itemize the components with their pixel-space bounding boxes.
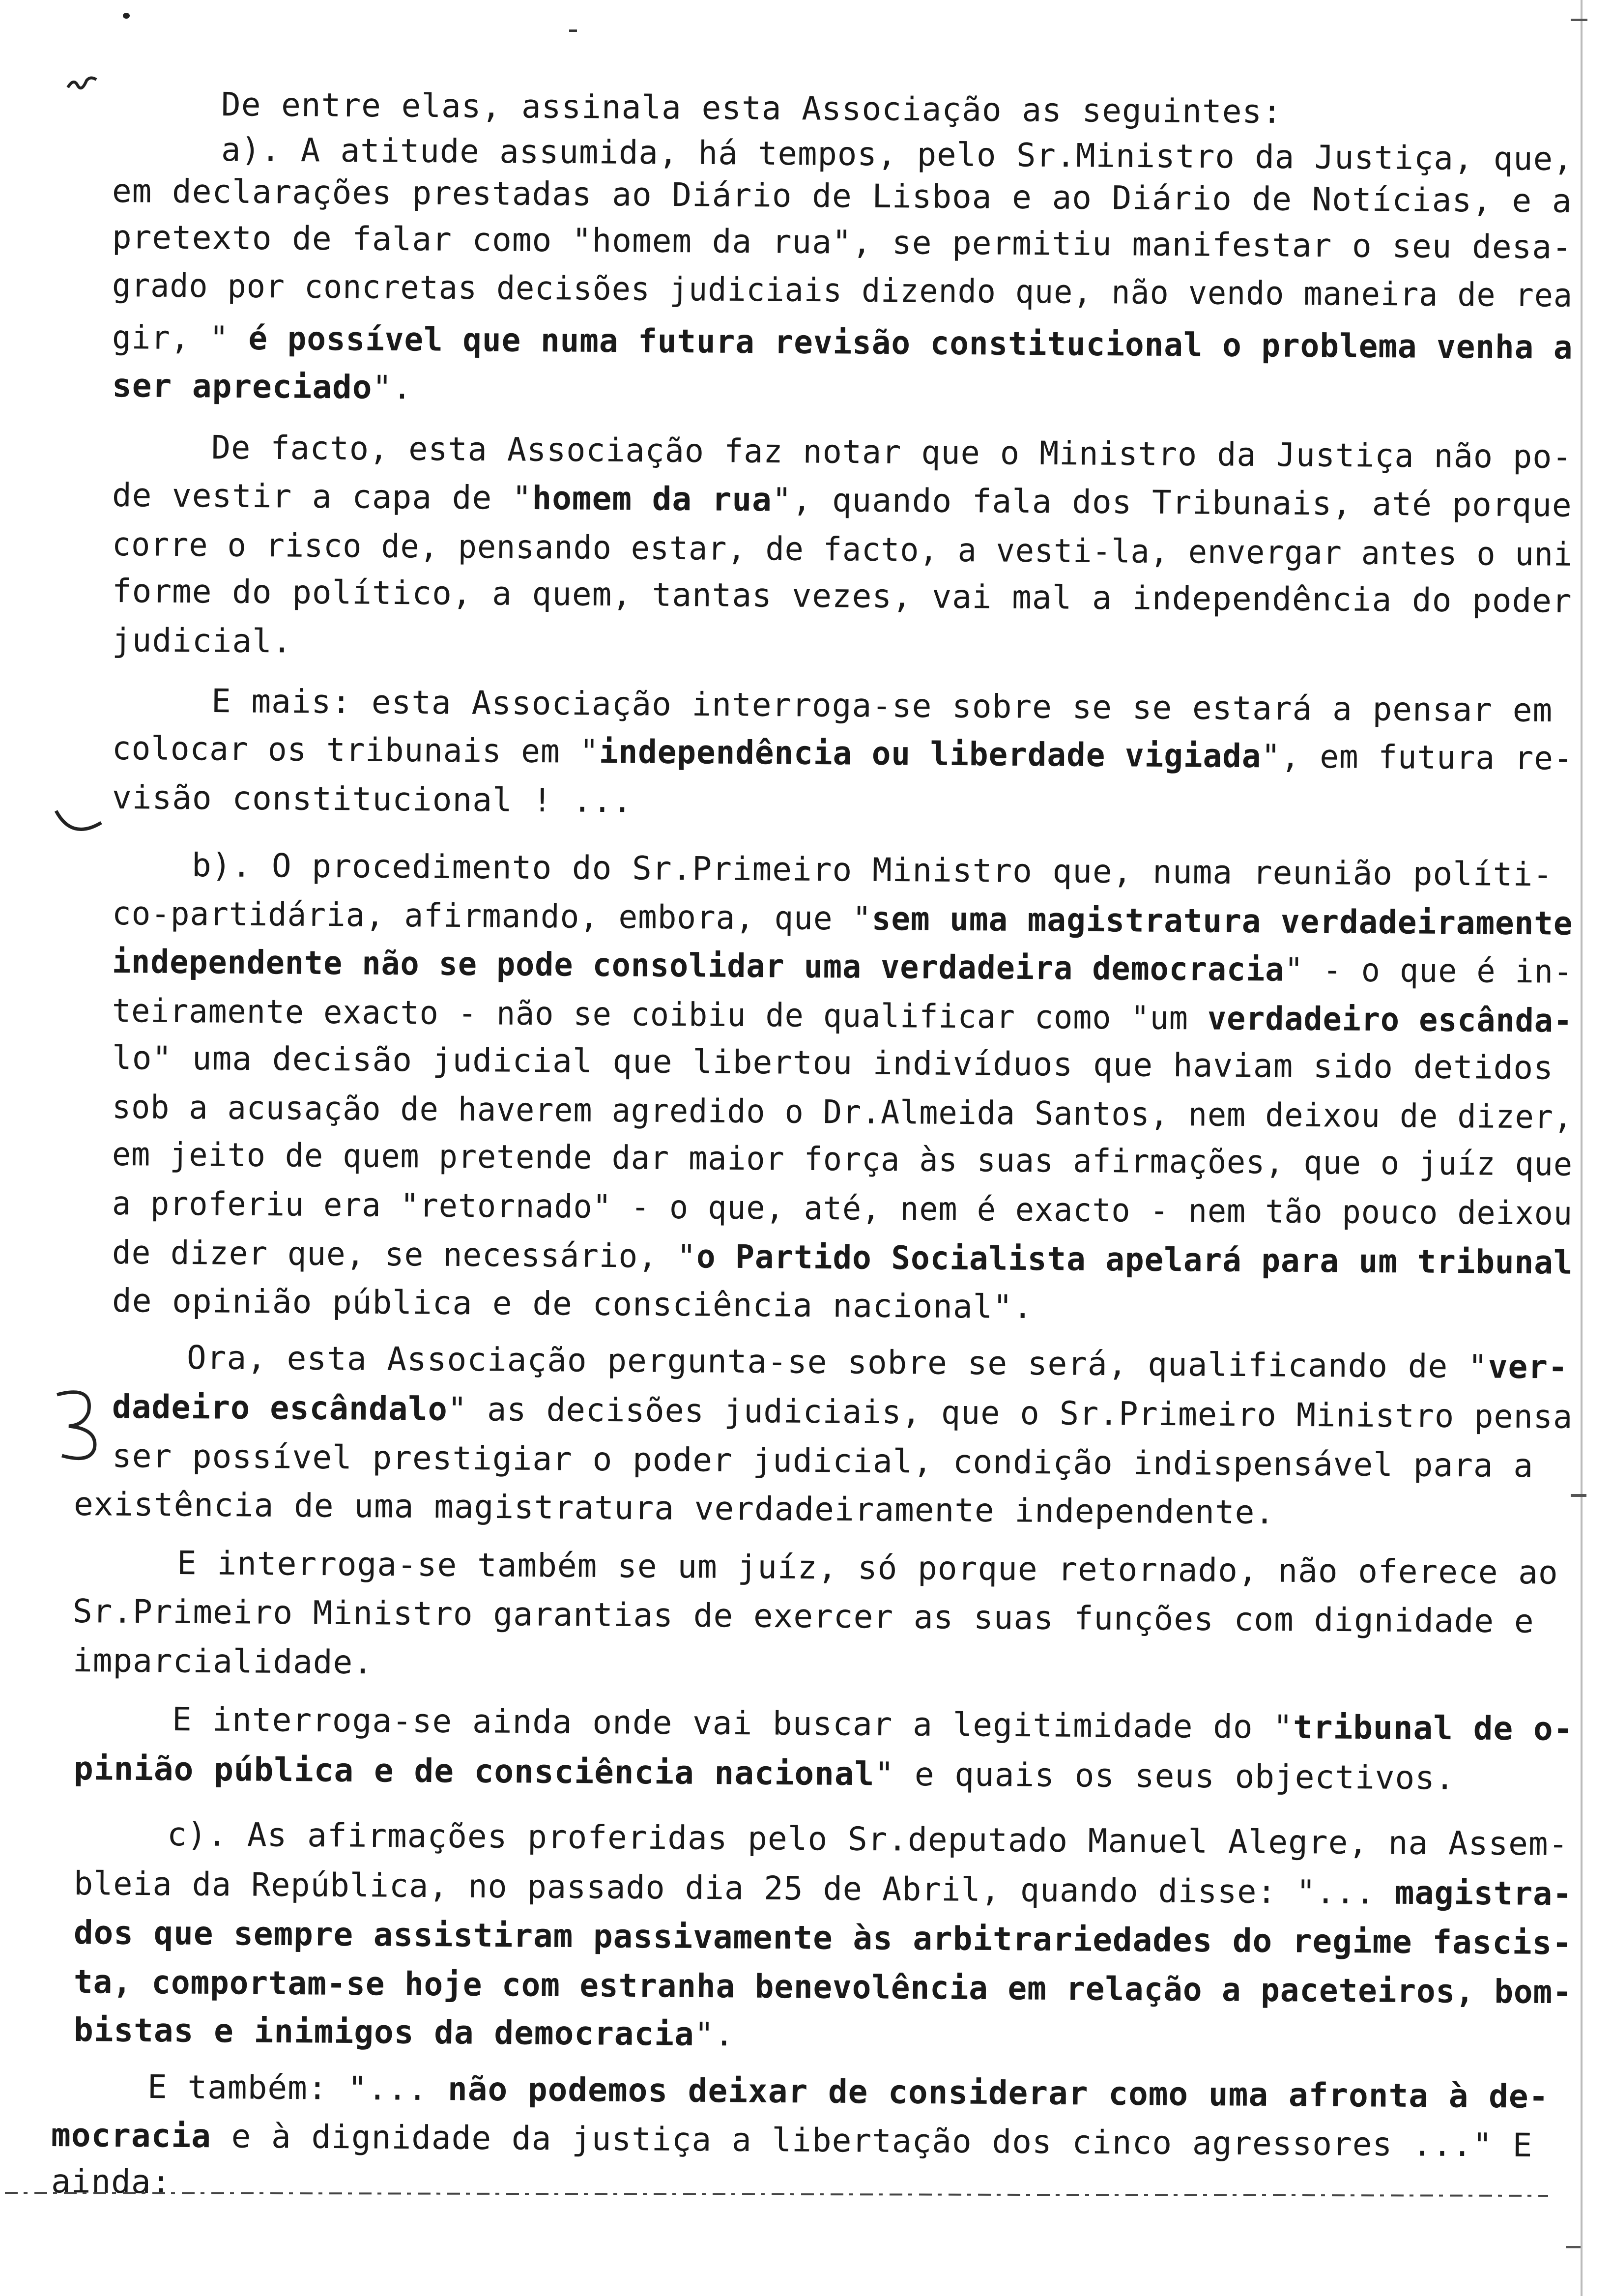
text-segment: teiramente exacto - não se coibiu de qualificar como "um bbox=[112, 992, 1208, 1037]
text-line bbox=[112, 943, 1573, 991]
scan-speck bbox=[569, 29, 577, 32]
text-segment: de vestir a capa de " bbox=[112, 476, 532, 517]
text-line bbox=[211, 429, 1572, 476]
text-segment: forme do político, a quem, tantas vezes, vai mal a independência do poder bbox=[112, 572, 1572, 620]
text-line bbox=[191, 846, 1554, 894]
bold-text-segment: magistra- bbox=[1395, 1873, 1573, 1913]
text-line bbox=[72, 1641, 374, 1682]
bold-text-segment: dos que sempre assistiram passivamente às arbitrariedades do regime fascis- bbox=[73, 1914, 1573, 1962]
bold-text-segment: dadeiro escândalo bbox=[112, 1388, 448, 1428]
text-segment: ". bbox=[694, 2015, 735, 2054]
text-line bbox=[221, 86, 1283, 131]
text-line bbox=[73, 1865, 1573, 1913]
text-segment: ", quando fala dos Tribunais, até porque bbox=[772, 481, 1572, 524]
bold-text-segment: independente não se pode consolidar uma verdadeira democracia bbox=[112, 943, 1285, 989]
text-line bbox=[73, 1963, 1572, 2011]
text-segment: de dizer que, se necessário, " bbox=[112, 1234, 697, 1276]
text-line bbox=[112, 1088, 1573, 1136]
text-segment: existência de uma magistratura verdadeiramente independente. bbox=[73, 1485, 1275, 1532]
text-segment: E mais: esta Associação interroga-se sobre se se estará a pensar em bbox=[211, 682, 1553, 730]
text-line bbox=[112, 992, 1573, 1040]
handwritten-number-mark bbox=[47, 1386, 121, 1464]
text-line bbox=[112, 778, 633, 820]
text-segment: E também: "... bbox=[147, 2068, 448, 2108]
text-line bbox=[74, 1752, 1455, 1795]
text-line bbox=[112, 218, 1572, 266]
text-line bbox=[112, 621, 292, 660]
text-line bbox=[112, 172, 1572, 220]
bold-text-segment: é possível que numa futura revisão constitucional o problema venha a bbox=[229, 319, 1573, 367]
text-line bbox=[167, 1815, 1569, 1863]
text-line bbox=[72, 1592, 1534, 1640]
text-segment: De facto, esta Associação faz notar que o Ministro da Justiça não po- bbox=[211, 429, 1572, 476]
bold-text-segment: ser apreciado bbox=[112, 367, 373, 406]
handwritten-bracket-mark bbox=[52, 806, 106, 840]
text-line bbox=[172, 1700, 1574, 1748]
text-line bbox=[221, 131, 1573, 178]
text-segment: grado por concretas decisões judiciais dizendo que, não vendo maneira de rea bbox=[112, 266, 1573, 315]
text-segment: gir, " bbox=[112, 318, 230, 357]
text-line bbox=[211, 682, 1553, 730]
text-segment: em declarações prestadas ao Diário de Lisboa e ao Diário de Notícias, e a bbox=[112, 172, 1572, 220]
text-line bbox=[73, 1485, 1275, 1532]
text-line bbox=[51, 2116, 1533, 2165]
text-line bbox=[112, 1437, 1534, 1485]
text-segment: judicial. bbox=[112, 621, 292, 660]
text-segment: co-partidária, afirmando, embora, que " bbox=[112, 894, 872, 938]
text-line bbox=[112, 1135, 1573, 1183]
text-line bbox=[73, 1914, 1573, 1962]
text-segment: ". bbox=[993, 1288, 1034, 1326]
bold-text-segment: homem da rua bbox=[532, 479, 773, 519]
bold-text-segment: sem uma magistratura verdadeiramente bbox=[871, 899, 1573, 943]
text-line bbox=[112, 525, 1573, 574]
text-line bbox=[112, 367, 413, 407]
text-segment: ". bbox=[372, 368, 413, 407]
text-segment: ser possível prestigiar o poder judicial, condição indispensável para a bbox=[112, 1437, 1534, 1485]
text-segment: em jeito de quem pretende dar maior força às suas afirmações, que o juíz que bbox=[112, 1135, 1573, 1183]
text-segment: a proferiu era "retornado" - o que, até, nem é exacto - nem tão pouco deixou bbox=[112, 1184, 1573, 1233]
bold-text-segment: verdadeiro escânda- bbox=[1207, 999, 1573, 1040]
text-segment: lo" uma decisão judicial que libertou indivíduos que haviam sido detidos bbox=[112, 1039, 1554, 1087]
text-line bbox=[112, 1184, 1573, 1233]
text-line bbox=[112, 729, 1573, 777]
scan-bottom-dashed-line bbox=[0, 2186, 1612, 2201]
text-line bbox=[112, 476, 1572, 524]
text-segment: sob a acusação de haverem agredido o Dr.Almeida Santos, nem deixou de dizer, bbox=[112, 1088, 1573, 1136]
text-segment: Sr.Primeiro Ministro garantias de exercer as suas funções com dignidade e bbox=[72, 1592, 1534, 1640]
text-segment: Ora, esta Associação pergunta-se sobre se será, qualificando de " bbox=[186, 1339, 1489, 1386]
bold-text-segment: bistas e inimigos da democracia bbox=[73, 2011, 695, 2053]
text-line bbox=[112, 266, 1573, 315]
text-segment: E interroga-se ainda onde vai buscar a legitimidade do " bbox=[172, 1700, 1294, 1746]
text-line bbox=[112, 1282, 1034, 1326]
bold-text-segment: mocracia bbox=[51, 2116, 212, 2155]
scan-edge-line bbox=[1581, 0, 1583, 2296]
text-segment: ainda: bbox=[51, 2162, 172, 2201]
scan-speck bbox=[1571, 19, 1587, 21]
text-segment: pretexto de falar como "homem da rua", se permitiu manifestar o seu desa- bbox=[112, 218, 1572, 266]
text-line bbox=[176, 1544, 1558, 1592]
text-segment: visão constitucional ! ... bbox=[112, 778, 633, 820]
text-segment: e à dignidade da justiça a libertação dos cinco agressores ..." E bbox=[211, 2117, 1533, 2165]
bold-text-segment: ver- bbox=[1488, 1348, 1568, 1386]
text-segment: imparcialidade. bbox=[72, 1641, 374, 1682]
bold-text-segment: pinião pública e de consciência nacional bbox=[73, 1750, 875, 1793]
scan-speck bbox=[1566, 2246, 1581, 2248]
bold-text-segment: independência ou liberdade vigiada bbox=[599, 732, 1262, 775]
text-segment: corre o risco de, pensando estar, de facto, a vesti-la, envergar antes o uni bbox=[112, 525, 1573, 574]
text-line bbox=[73, 2011, 735, 2054]
text-segment: De entre elas, assinala esta Associação as seguintes: bbox=[221, 86, 1283, 131]
text-line bbox=[112, 318, 1573, 367]
text-segment: E interroga-se também se um juíz, só porque retornado, não oferece ao bbox=[176, 1544, 1558, 1592]
text-segment: " as decisões judiciais, que o Sr.Primeiro Ministro pensa bbox=[447, 1390, 1573, 1436]
bold-text-segment: tribunal de o- bbox=[1293, 1708, 1574, 1748]
text-segment: " - o que é in- bbox=[1284, 950, 1573, 991]
text-segment: de opinião pública e de consciência nacional bbox=[112, 1282, 993, 1326]
text-segment: c). As afirmações proferidas pelo Sr.deputado Manuel Alegre, na Assem- bbox=[167, 1815, 1569, 1863]
text-line bbox=[112, 1234, 1573, 1282]
text-segment: " e quais os seus objectivos. bbox=[874, 1755, 1455, 1797]
text-line bbox=[112, 1039, 1554, 1087]
bold-text-segment: o Partido Socialista apelará para um tribunal bbox=[696, 1237, 1573, 1282]
text-line bbox=[112, 1388, 1573, 1436]
text-line bbox=[186, 1339, 1568, 1386]
text-segment: bleia da República, no passado dia 25 de Abril, quando disse: "... bbox=[73, 1865, 1395, 1912]
text-line bbox=[112, 894, 1573, 943]
scan-speck bbox=[123, 13, 130, 19]
bold-text-segment: ta, comportam-se hoje com estranha benevolência em relação a paceteiros, bom- bbox=[73, 1963, 1572, 2011]
handwritten-mark-top bbox=[65, 73, 99, 97]
bold-text-segment: não podemos deixar de considerar como uma afronta à de- bbox=[447, 2070, 1549, 2116]
text-line bbox=[147, 2068, 1549, 2116]
text-segment: b). O procedimento do Sr.Primeiro Ministro que, numa reunião políti- bbox=[191, 846, 1554, 894]
text-line bbox=[112, 572, 1572, 620]
text-segment: ", em futura re- bbox=[1261, 737, 1573, 777]
text-segment: a). A atitude assumida, há tempos, pelo Sr.Ministro da Justiça, que, bbox=[221, 131, 1573, 178]
scan-speck bbox=[1571, 1494, 1586, 1497]
text-segment: colocar os tribunais em " bbox=[112, 729, 600, 771]
